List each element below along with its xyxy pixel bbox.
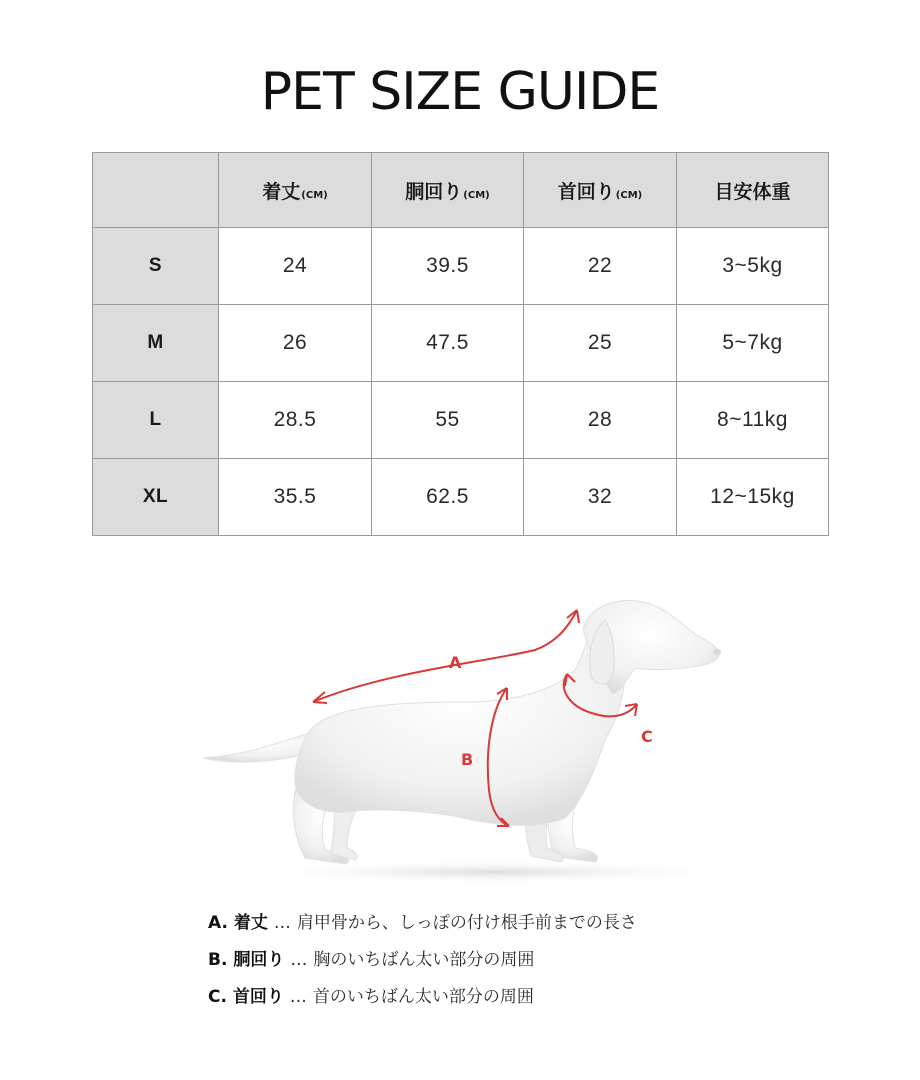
dog-measurement-diagram (195, 590, 735, 890)
label-b: B (461, 750, 474, 769)
cell-chest: 62.5 (372, 459, 524, 536)
note-separator: … (273, 913, 291, 933)
note-length (208, 910, 637, 947)
cell-neck: 28 (524, 382, 677, 459)
table-row (93, 382, 829, 459)
label-c: C (641, 727, 653, 746)
cell-weight: 8~11kg (677, 382, 829, 459)
cell-neck: 32 (524, 459, 677, 536)
note-key: C. 首回り (208, 987, 284, 1007)
cell-neck: 22 (524, 228, 677, 305)
cell-weight: 3~5kg (677, 228, 829, 305)
note-neck (208, 984, 637, 1021)
cell-chest: 47.5 (372, 305, 524, 382)
row-size-label: M (93, 305, 219, 382)
cell-neck: 25 (524, 305, 677, 382)
dog-nose (713, 649, 721, 655)
dachshund-illustration (195, 590, 735, 890)
table-header-row (93, 153, 829, 228)
cell-length: 28.5 (219, 382, 372, 459)
cell-length: 24 (219, 228, 372, 305)
header-length: 着丈(CM) (219, 153, 372, 228)
note-text: 首のいちばん太い部分の周囲 (312, 987, 534, 1007)
note-key: B. 胴回り (208, 950, 285, 970)
cell-weight: 5~7kg (677, 305, 829, 382)
header-size-corner (93, 153, 219, 228)
table-row (93, 459, 829, 536)
header-chest: 胴回り(CM) (372, 153, 524, 228)
note-chest (208, 947, 637, 984)
size-table (92, 152, 829, 536)
floor-shadow (245, 860, 735, 884)
table-row (93, 228, 829, 305)
header-weight: 目安体重 (677, 153, 829, 228)
cell-length: 26 (219, 305, 372, 382)
arrow-a-line (313, 610, 577, 702)
note-text: 胸のいちばん太い部分の周囲 (313, 950, 535, 970)
label-a: A (449, 653, 462, 672)
measurement-notes (208, 910, 637, 1021)
header-neck: 首回り(CM) (524, 153, 677, 228)
cell-chest: 55 (372, 382, 524, 459)
cell-chest: 39.5 (372, 228, 524, 305)
row-size-label: XL (93, 459, 219, 536)
table-row (93, 305, 829, 382)
note-text: 肩甲骨から、しっぽの付け根手前までの長さ (296, 913, 637, 933)
cell-length: 35.5 (219, 459, 372, 536)
note-separator: … (290, 950, 308, 970)
row-size-label: S (93, 228, 219, 305)
note-key: A. 着丈 (208, 913, 268, 933)
page-title: PET SIZE GUIDE (260, 62, 660, 122)
row-size-label: L (93, 382, 219, 459)
note-separator: … (289, 987, 307, 1007)
cell-weight: 12~15kg (677, 459, 829, 536)
